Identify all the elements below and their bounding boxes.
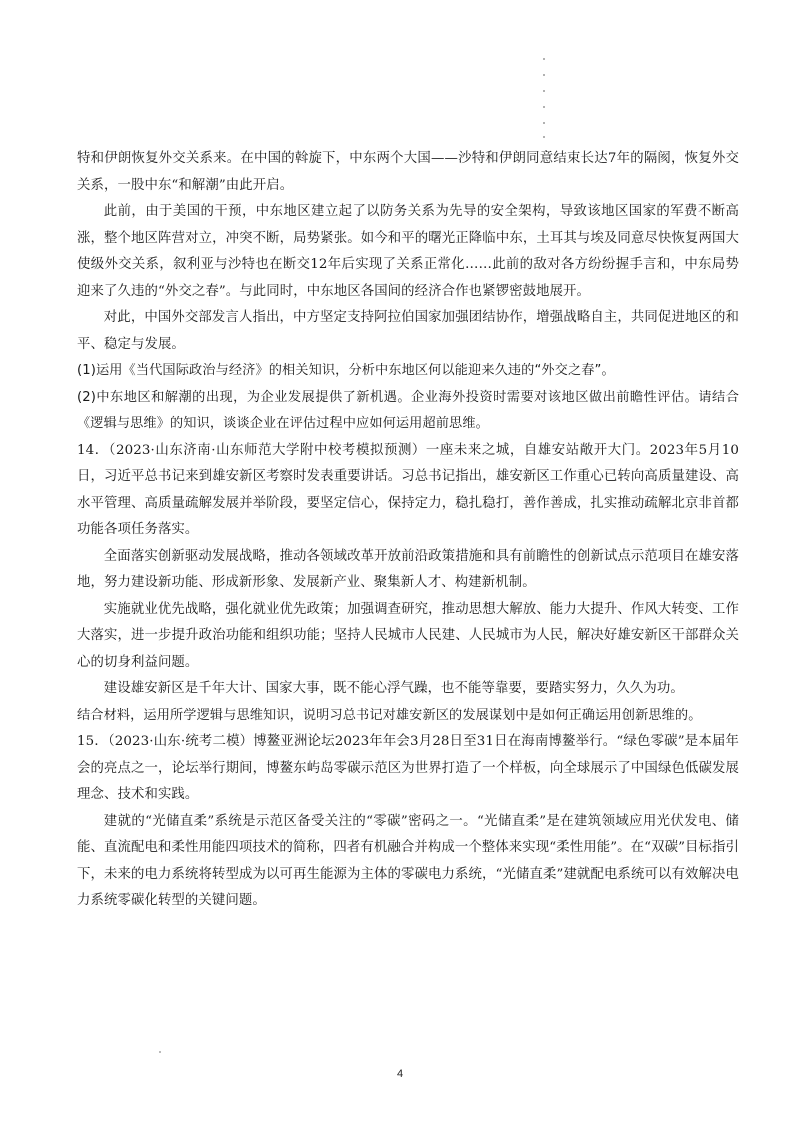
paragraph-14-c: 建设雄安新区是千年大计、国家大事，既不能心浮气躁，也不能等靠要，要踏实努力，久久为功。 (103, 681, 684, 696)
document-body (77, 146, 739, 915)
question-13-1: (1)运用《当代国际政治与经济》的相关知识，分析中东地区何以能迎来久违的“外交之春”。 (77, 363, 615, 378)
page-number: 4 (396, 1068, 404, 1080)
question-15-intro: 15．（2023·山东·统考二模）博鳌亚洲论坛2023年年会3月28日至31日在海南博鳌举行。“绿色零碳”是本届年会的亮点之一，论坛举行期间，博鳌东屿岛零碳示范区为世界打造了一个样板，向全球展示了中国绿色低碳发展理念、技术和实践。 (77, 734, 739, 802)
paragraph-14-b: 实施就业优先战略，强化就业优先政策；加强调查研究，推动思想大解放、能力大提升、作风大转变、工作大落实，进一步提升政治功能和组织功能；坚持人民城市人民建、人民城市为人民，解决好雄安新区干部群众关心的切身利益问题。 (77, 601, 739, 670)
question-13-2: (2)中东地区和解潮的出现，为企业发展提供了新机遇。企业海外投资时需要对该地区做出前瞻性评估。请结合《逻辑与思维》的知识，谈谈企业在评估过程中应如何运用超前思维。 (77, 389, 739, 431)
decorative-dots (543, 58, 547, 138)
paragraph-15-a: 建就的“光储直柔”系统是示范区备受关注的“零碳”密码之一。“光储直柔”是在建筑领域应用光伏发电、储能、直流配电和柔性用能四项技术的简称，四者有机融合并构成一个整体来实现“柔性用能”。在“双碳”目标指引下，未来的电力系统将转型成为以可再生能源为主体的零碳电力系统，“光储直柔”建就配电系统可以有效解决电力系统零碳化转型的关键问题。 (77, 813, 739, 908)
question-14-intro: 14．（2023·山东济南·山东师范大学附中校考模拟预测）一座未来之城，自雄安站敞开大门。2023年5月10日，习近平总书记来到雄安新区考察时发表重要讲话。习总书记指出，雄安新区工作重心已转向高质量建设、高水平管理、高质量疏解发展并举阶段，要坚定信心，保持定力，稳扎稳打，善作善成，扎实推动疏解北京非首都功能各项任务落实。 (77, 442, 739, 537)
decorative-dot (159, 1051, 161, 1053)
paragraph-14-a: 全面落实创新驱动发展战略，推动各领域改革开放前沿政策措施和具有前瞻性的创新试点示范项目在雄安落地，努力建设新功能、形成新形象、发展新产业、聚集新人才、构建新机制。 (77, 548, 739, 590)
paragraph-3: 对此，中国外交部发言人指出，中方坚定支持阿拉伯国家加强团结协作，增强战略自主，共同促进地区的和平、稳定与发展。 (77, 310, 739, 352)
question-14-prompt: 结合材料，运用所学逻辑与思维知识，说明习总书记对雄安新区的发展谋划中是如何正确运用创新思维的。 (77, 707, 702, 723)
paragraph-2: 此前，由于美国的干预，中东地区建立起了以防务关系为先导的安全架构，导致该地区国家的军费不断高涨，整个地区阵营对立，冲突不断，局势紧张。如今和平的曙光正降临中东，土耳其与埃及同意尽快恢复两国大使级外交关系，叙利亚与沙特也在断交12年后实现了关系正常化……此前的敌对各方纷纷握手言和，中东局势迎来了久违的“外交之春”。与此同时，中东地区各国间的经济合作也紧锣密鼓地展开。 (77, 204, 739, 299)
paragraph-1: 特和伊朗恢复外交关系来。在中国的斡旋下，中东两个大国——沙特和伊朗同意结束长达7年的隔阂，恢复外交关系，一股中东“和解潮”由此开启。 (77, 151, 739, 193)
